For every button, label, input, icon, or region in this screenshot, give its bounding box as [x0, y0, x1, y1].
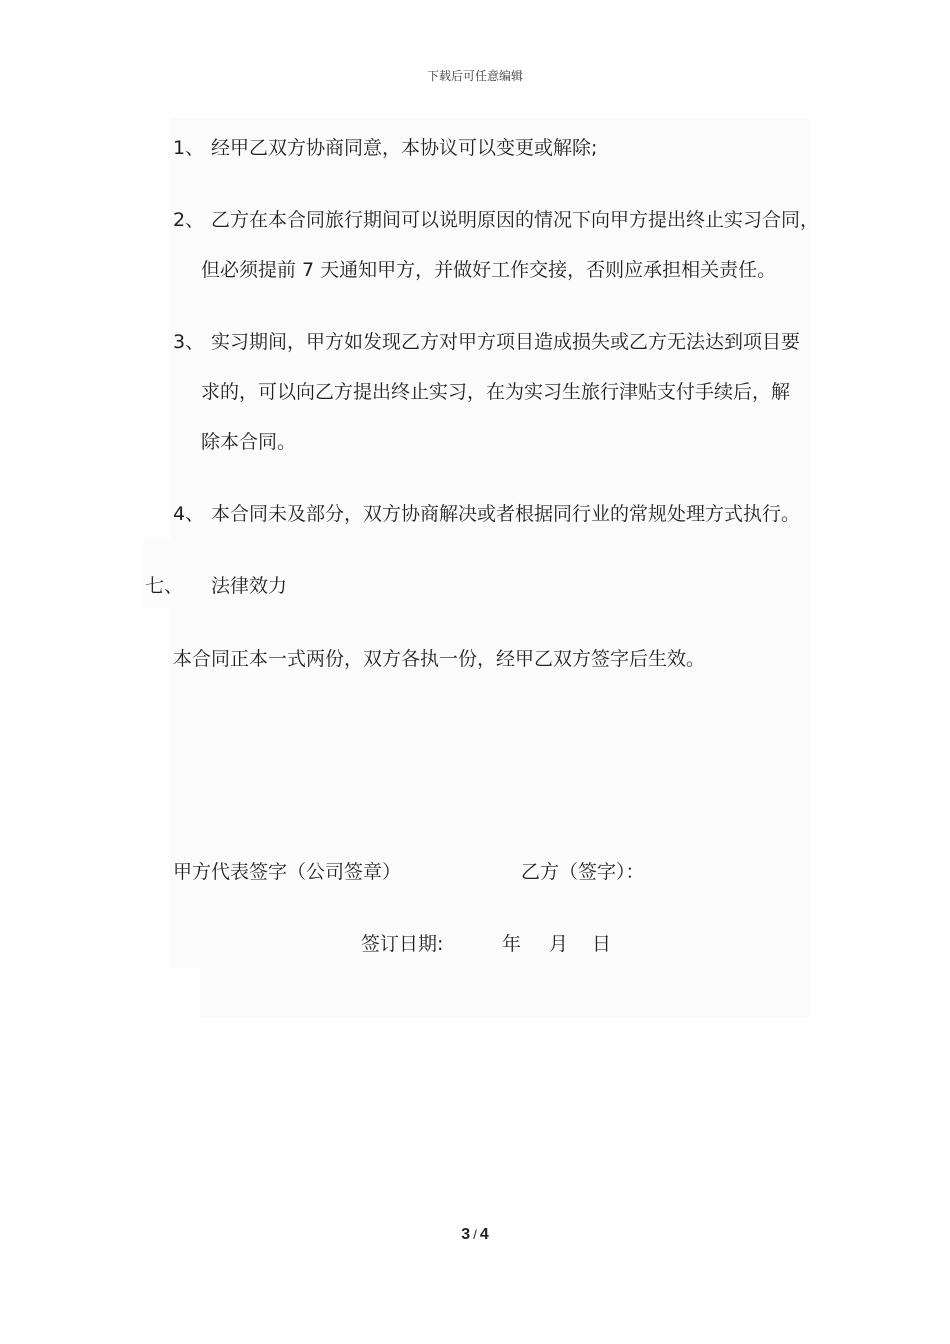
item-number: 1、 [173, 137, 205, 159]
item-number: 4、 [173, 503, 205, 525]
section-number: 七、 [145, 575, 184, 597]
date-label: 签订日期: [361, 933, 444, 955]
item-text-line: 但必须提前 7 天通知甲方，并做好工作交接，否则应承担相关责任。 [201, 259, 777, 281]
date-year: 年 [502, 933, 522, 955]
item-number: 3、 [173, 331, 205, 353]
page-header: 下载后可任意编辑 [426, 69, 523, 83]
page-total: 4 [479, 1226, 489, 1243]
page-separator: / [473, 1227, 477, 1242]
party-b-signature-label: 乙方（签字）： [521, 861, 645, 883]
date-day: 日 [592, 933, 612, 955]
background-band [200, 968, 810, 1018]
item-text-line: 求的，可以向乙方提出终止实习，在为实习生旅行津贴支付手续后，解 [201, 381, 791, 403]
party-a-signature-label: 甲方代表签字（公司签章） [173, 861, 402, 883]
page-number [0, 1226, 950, 1244]
item-text-line: 除本合同。 [201, 431, 297, 453]
date-month: 月 [549, 933, 569, 955]
item-text-line: 经甲乙双方协商同意，本协议可以变更或解除; [211, 137, 598, 159]
item-text-line: 本合同未及部分，双方协商解决或者根据同行业的常规处理方式执行。 [211, 503, 801, 525]
item-number: 2、 [173, 209, 205, 231]
section-body: 本合同正本一式两份，双方各执一份，经甲乙双方签字后生效。 [173, 648, 706, 670]
background-band [170, 118, 810, 538]
page-current: 3 [461, 1226, 471, 1243]
section-title: 法律效力 [211, 575, 288, 597]
item-text-line: 实习期间，甲方如发现乙方对甲方项目造成损失或乙方无法达到项目要 [211, 331, 801, 353]
item-text-line: 乙方在本合同旅行期间可以说明原因的情况下向甲方提出终止实习合同， [211, 209, 820, 231]
